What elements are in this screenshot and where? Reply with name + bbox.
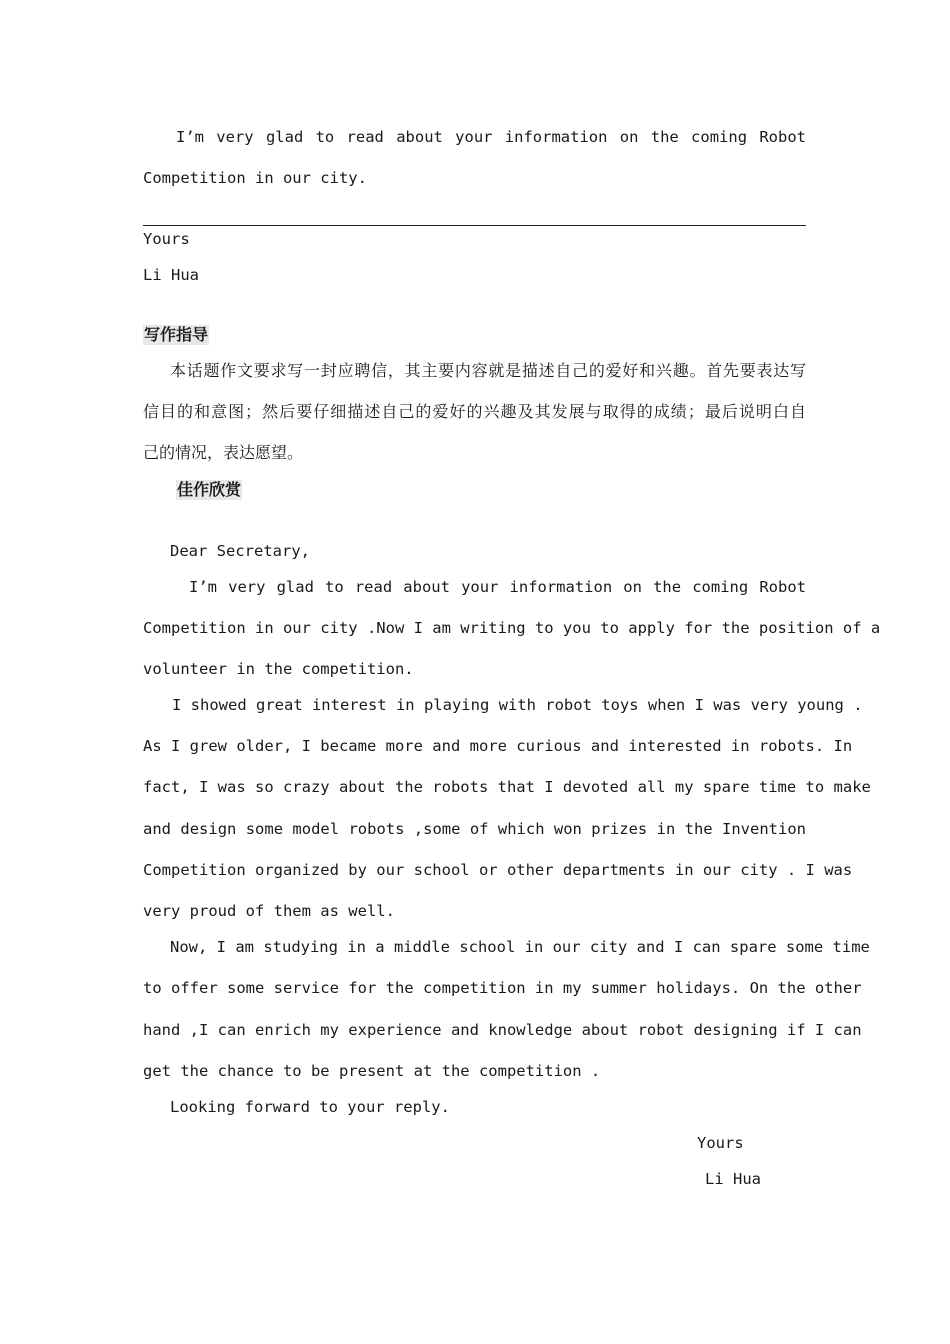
looking-forward-line: Looking forward to your reply. [170,1098,450,1116]
paragraph-2-line: I showed great interest in playing with robot toys when I was very young . [172,696,863,714]
paragraph-3-line: to offer some service for the competition in my summer holidays. On the other [143,979,862,997]
opening-line-1: I’m very glad to read about your information on the coming Robot [176,128,806,146]
sample-heading: 佳作欣赏 [177,480,242,499]
opening-line-2: Competition in our city. [143,169,367,187]
paragraph-1-line: I’m very glad to read about your information on the coming Robot [189,578,806,596]
paragraph-2-line: fact, I was so crazy about the robots that I devoted all my spare time to make [143,778,871,796]
paragraph-2-line: As I grew older, I became more and more curious and interested in robots. In [143,737,853,755]
guide-line-3: 己的情况，表达愿望。 [143,443,304,462]
closing-yours: Yours [143,230,190,248]
salutation: Dear Secretary, [170,542,310,560]
paragraph-3-line: Now, I am studying in a middle school in our city and I can spare some time [170,938,870,956]
paragraph-2-line: very proud of them as well. [143,902,395,920]
guide-line-2: 信目的和意图；然后要仔细描述自己的爱好的兴趣及其发展与取得的成绩；最后说明白自 [143,402,806,421]
paragraph-1-line: Competition in our city .Now I am writing to you to apply for the position of a [143,619,881,637]
paragraph-1-line: volunteer in the competition. [143,660,414,678]
writing-line-divider [143,225,806,226]
signature-name: Li Hua [143,266,199,284]
sample-closing-yours: Yours [697,1134,744,1152]
paragraph-3-line: hand ,I can enrich my experience and knowledge about robot designing if I can [143,1021,862,1039]
sample-signature-name: Li Hua [705,1170,761,1188]
paragraph-3-line: get the chance to be present at the competition . [143,1062,601,1080]
paragraph-2-line: Competition organized by our school or other departments in our city . I was [143,861,853,879]
guide-heading: 写作指导 [144,325,209,344]
guide-line-1: 本话题作文要求写一封应聘信，其主要内容就是描述自己的爱好和兴趣。首先要表达写 [170,361,806,380]
paragraph-2-line: and design some model robots ,some of which won prizes in the Invention [143,820,806,838]
